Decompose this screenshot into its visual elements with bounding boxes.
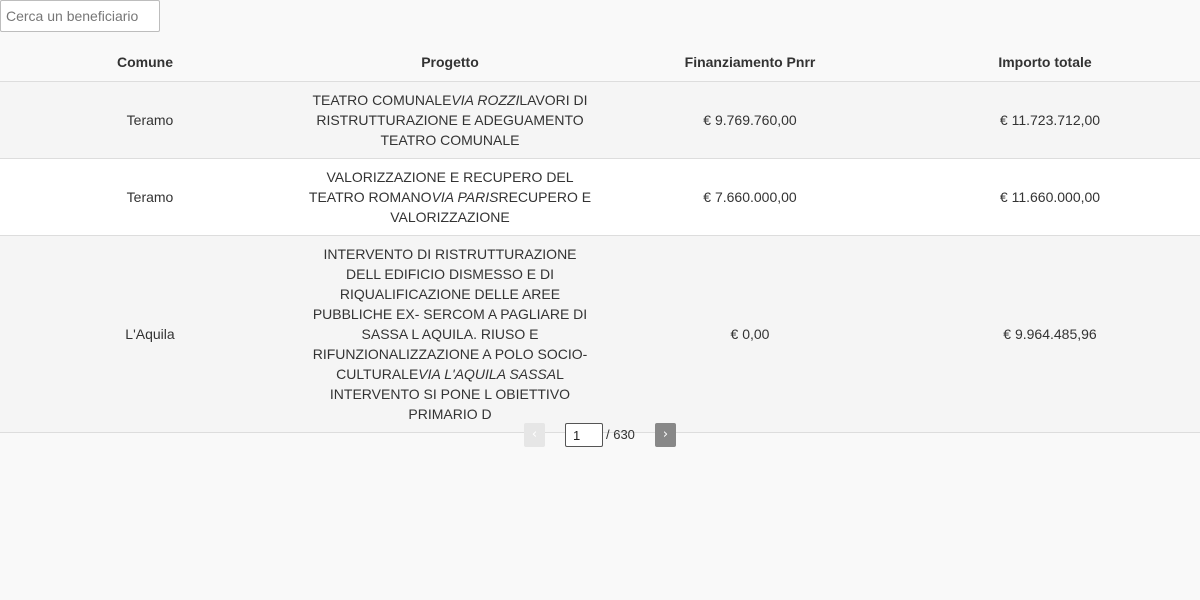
progetto-title: TEATRO COMUNALE <box>312 92 452 108</box>
column-header-progetto[interactable]: Progetto <box>300 43 600 82</box>
column-header-finanziamento[interactable]: Finanziamento Pnrr <box>600 43 900 82</box>
progetto-cell <box>300 159 600 236</box>
next-page-button[interactable]: › <box>655 423 676 447</box>
importo-cell: € 9.964.485,96 <box>900 236 1200 433</box>
progetto-description: RECUPERO E VALORIZZAZIONE <box>390 189 592 225</box>
column-header-importo[interactable]: Importo totale <box>900 43 1200 82</box>
finanziamento-cell: € 7.660.000,00 <box>600 159 900 236</box>
progetto-text <box>308 244 593 424</box>
page-number-input[interactable] <box>565 423 603 447</box>
progetto-description: L INTERVENTO SI PONE L OBIETTIVO PRIMARIO D <box>329 366 571 422</box>
progetto-cell <box>300 82 600 159</box>
search-bar <box>0 0 160 32</box>
progetto-address: VIA PARIS <box>431 189 499 205</box>
table-row <box>0 82 1200 159</box>
importo-cell: € 11.660.000,00 <box>900 159 1200 236</box>
page-total-label: / 630 <box>606 427 635 442</box>
progetto-title: INTERVENTO DI RISTRUTTURAZIONE DELL EDIFICIO DISMESSO E DI RIQUALIFICAZIONE DELLE AREE PUBBLICHE EX- SERCOM A PAGLIARE DI SASSA L AQUILA. RIUSO E RIFUNZIONALIZZAZIONE A POLO SOCIO-CULTURALE <box>312 246 588 382</box>
progetto-address: VIA L'AQUILA SASSA <box>418 366 557 382</box>
progetto-title: VALORIZZAZIONE E RECUPERO DEL TEATRO ROMANO <box>308 169 574 205</box>
comune-cell: Teramo <box>0 159 300 236</box>
progetto-cell <box>300 236 600 433</box>
pagination <box>0 423 1200 447</box>
finanziamento-cell: € 9.769.760,00 <box>600 82 900 159</box>
results-table <box>0 43 1200 433</box>
comune-cell: L'Aquila <box>0 236 300 433</box>
importo-cell: € 11.723.712,00 <box>900 82 1200 159</box>
progetto-text <box>308 90 593 150</box>
table-header <box>0 43 1200 82</box>
comune-cell: Teramo <box>0 82 300 159</box>
progetto-address: VIA ROZZI <box>451 92 520 108</box>
progetto-description: LAVORI DI RISTRUTTURAZIONE E ADEGUAMENTO TEATRO COMUNALE <box>316 92 588 148</box>
header-row <box>0 43 1200 82</box>
column-header-comune[interactable]: Comune <box>0 43 300 82</box>
table-row <box>0 236 1200 433</box>
search-input[interactable] <box>0 0 160 32</box>
previous-page-button[interactable]: ‹ <box>524 423 545 447</box>
finanziamento-cell: € 0,00 <box>600 236 900 433</box>
table-row <box>0 159 1200 236</box>
table-body <box>0 82 1200 433</box>
progetto-text <box>308 167 593 227</box>
